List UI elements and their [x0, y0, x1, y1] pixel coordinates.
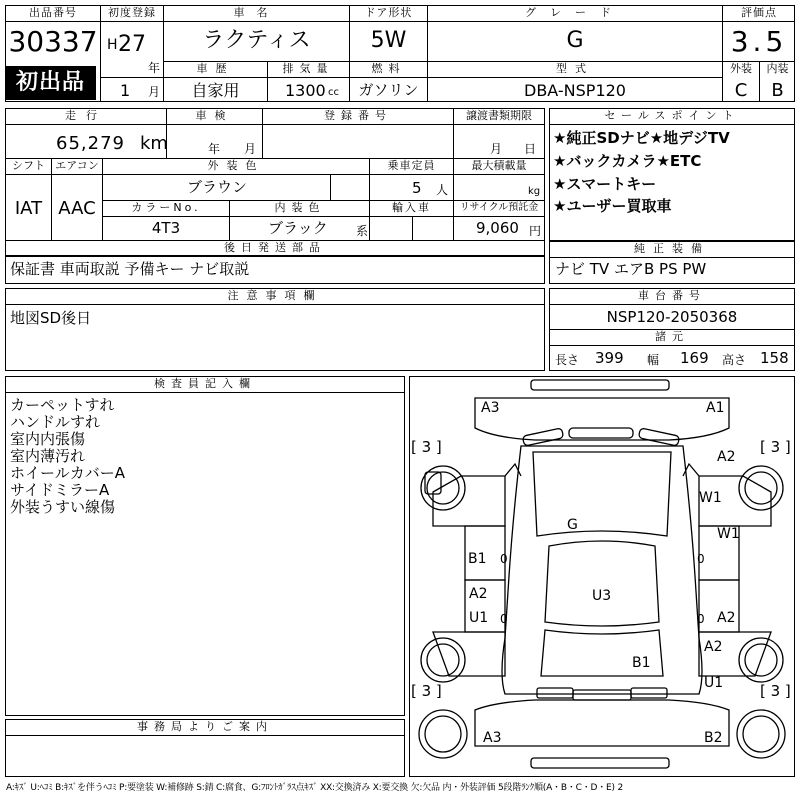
- mark-zero-right-front: 0: [697, 552, 705, 566]
- inspection-year-unit: 年: [208, 142, 221, 156]
- shift: IAT: [14, 198, 43, 219]
- mark-zero-right-rear: 0: [697, 612, 705, 626]
- interior-label: 内装: [766, 62, 789, 75]
- mark-w1-right-door: W1: [717, 526, 740, 542]
- notes-label: 注意事項欄: [227, 289, 323, 302]
- capacity-label: 乗車定員: [387, 159, 436, 172]
- aircon-label: エアコン: [55, 159, 99, 172]
- body-outline: [502, 446, 702, 694]
- recycle-fee: 9,060: [476, 219, 519, 237]
- mark-b1-rear-glass: B1: [632, 655, 651, 671]
- inspector-note: カーペットすれ: [10, 396, 115, 414]
- exterior-label: 外装: [730, 62, 752, 75]
- mark-a2-right-rear-door: A2: [717, 610, 736, 626]
- sales-point: ★スマートキー: [553, 175, 657, 193]
- inspector-note: ハンドルすれ: [10, 413, 101, 431]
- sales-point: ★純正SDナビ★地デジTV: [553, 129, 730, 147]
- windshield: [533, 452, 671, 536]
- fuel-label: 燃料: [371, 62, 406, 75]
- aircon: AAC: [58, 198, 96, 219]
- left-front-fender: [433, 476, 505, 526]
- front-bumper: [475, 398, 729, 440]
- recycle-label: リサイクル預託金: [459, 202, 539, 213]
- chassis-number: NSP120-2050368: [606, 308, 738, 326]
- displacement-label: 排気量: [282, 62, 334, 75]
- score: 3.5: [730, 25, 788, 58]
- mark-a2-left-rear-door: A2: [469, 586, 488, 602]
- length-value: 399: [595, 349, 624, 367]
- height-value: 158: [760, 349, 789, 367]
- mark-zero-left-front: 0: [500, 552, 508, 566]
- transfer-day-unit: 日: [524, 142, 537, 156]
- import-label: 輸入車: [392, 201, 431, 214]
- chassis-label: 車台番号: [638, 289, 706, 302]
- model-code-label: 型式: [556, 62, 594, 75]
- inspection-label: 車検: [195, 109, 234, 122]
- sales-point: ★ユーザー買取車: [553, 197, 672, 215]
- int-color: ブラック: [268, 219, 328, 237]
- month-unit: 月: [148, 85, 161, 99]
- car-name: ラクティス: [202, 28, 311, 53]
- door-type-label: ドア形状: [364, 6, 413, 19]
- score-label: 評価点: [741, 6, 777, 19]
- inspector-note: ホイールカバーA: [10, 464, 125, 482]
- sales-points-label: セールスポイント: [604, 109, 740, 122]
- fuel: ガソリン: [358, 81, 419, 99]
- reg-number-label: 登録番号: [324, 109, 392, 122]
- left-bottom-wheel: [419, 710, 467, 758]
- inspection-month-unit: 月: [244, 142, 257, 156]
- displacement: 1300: [285, 81, 326, 100]
- car-name-label: 車名: [233, 6, 280, 19]
- model-code: DBA-NSP120: [524, 81, 626, 100]
- legend: A:ｷｽﾞ U:ﾍｺﾐ B:ｷｽﾞを伴うﾍｺﾐ P:要塗装 W:補修跡 S:錆 C:腐食、G:ﾌﾛﾝﾄｶﾞﾗｽ点ｷｽﾞ XX:交換済み X:要交換 欠:欠品 内・外装評価 5段階ﾗﾝｸ順(A・B・C・D・E) 2: [6, 783, 624, 793]
- height-label: 高さ: [722, 353, 747, 367]
- mark-a2-right-quarter: A2: [704, 639, 723, 655]
- mileage-label: 走行: [65, 109, 107, 122]
- shift-label: シフト: [12, 159, 45, 172]
- bracket-right-top: [ 3 ]: [760, 438, 791, 456]
- genuine-equipment: ナビ TV エアB PS PW: [555, 260, 707, 278]
- transfer-deadline-label: 譲渡書類期限: [466, 109, 532, 122]
- mark-u1-left-rear-door: U1: [469, 610, 489, 626]
- mileage: 65,279: [56, 133, 125, 154]
- genuine-equipment-label: 純正装備: [634, 242, 710, 255]
- first-registration-year: 27: [118, 32, 146, 57]
- roof: [545, 541, 659, 626]
- width-value: 169: [680, 349, 709, 367]
- era: H: [107, 37, 118, 53]
- lot-number-label: 出品番号: [29, 6, 77, 19]
- mark-u1-right-rear: U1: [704, 675, 724, 691]
- interior-grade: B: [771, 80, 784, 101]
- mark-u3-roof: U3: [592, 588, 612, 604]
- int-color-label: 内装色: [274, 201, 326, 214]
- bracket-left-top: [ 3 ]: [411, 438, 442, 456]
- later-items: 保証書 車両取説 予備キー ナビ取説: [10, 260, 250, 278]
- color-no: 4T3: [151, 219, 181, 237]
- length-label: 長さ: [555, 353, 580, 367]
- notes-text: 地図SD後日: [10, 309, 92, 327]
- ext-color-label: 外装色: [207, 159, 265, 172]
- mark-a3-front: A3: [481, 400, 500, 416]
- car-diagram: [409, 376, 795, 777]
- sales-point: ★バックカメラ★ETC: [553, 152, 702, 170]
- mark-g-windshield: G: [567, 517, 578, 533]
- history-label: 車歴: [196, 62, 235, 75]
- year-unit: 年: [148, 61, 161, 75]
- front-bumper-bar: [531, 380, 669, 390]
- width-label: 幅: [647, 353, 660, 367]
- bracket-left-bottom: [ 3 ]: [411, 682, 442, 700]
- inspector-note: 外装うすい線傷: [10, 498, 116, 516]
- max-load-unit: kg: [528, 186, 541, 197]
- recycle-unit: 円: [529, 224, 542, 238]
- color-no-label: カラーNo.: [131, 201, 201, 214]
- first-registration-label: 初度登録: [108, 6, 156, 19]
- mark-zero-left-rear: 0: [500, 612, 508, 626]
- right-bottom-wheel: [737, 710, 785, 758]
- inspector-note: サイドミラーA: [10, 481, 110, 499]
- mark-w1-right-fender: W1: [699, 490, 722, 506]
- mark-b1-left-door: B1: [468, 551, 487, 567]
- mark-a2-right-front: A2: [717, 449, 736, 465]
- history: 自家用: [191, 81, 240, 100]
- bracket-right-bottom: [ 3 ]: [760, 682, 791, 700]
- inspector-label: 検査員記入欄: [154, 377, 256, 390]
- mileage-unit: km: [140, 133, 168, 154]
- inspector-note: 室内薄汚れ: [10, 447, 86, 465]
- first-registration-month: 1: [120, 81, 131, 100]
- exterior-grade: C: [734, 80, 748, 101]
- door-type: 5W: [370, 28, 407, 53]
- rear-bumper: [475, 700, 729, 746]
- first-listing-badge: 初出品: [5, 66, 96, 100]
- mark-a3-rear: A3: [483, 730, 502, 746]
- later-items-label: 後日発送部品: [224, 241, 326, 254]
- max-load-label: 最大積載量: [471, 159, 527, 172]
- rear-bumper-bar: [531, 758, 669, 768]
- office-label: 事務局よりご案内: [137, 720, 273, 733]
- specs-label: 諸元: [655, 330, 689, 343]
- inspector-note: 室内内張傷: [10, 430, 86, 448]
- mark-b2-rear: B2: [704, 730, 723, 746]
- ext-color: ブラウン: [186, 178, 247, 196]
- grade-label: グレード: [525, 6, 625, 19]
- displacement-unit: cc: [328, 87, 339, 98]
- int-color-unit: 系: [356, 224, 369, 238]
- grade: G: [566, 28, 584, 53]
- transfer-month-unit: 月: [490, 142, 503, 156]
- capacity: 5: [412, 179, 422, 197]
- mark-a1-front: A1: [706, 400, 725, 416]
- capacity-unit: 人: [436, 183, 449, 197]
- lot-number: 30337: [8, 25, 98, 58]
